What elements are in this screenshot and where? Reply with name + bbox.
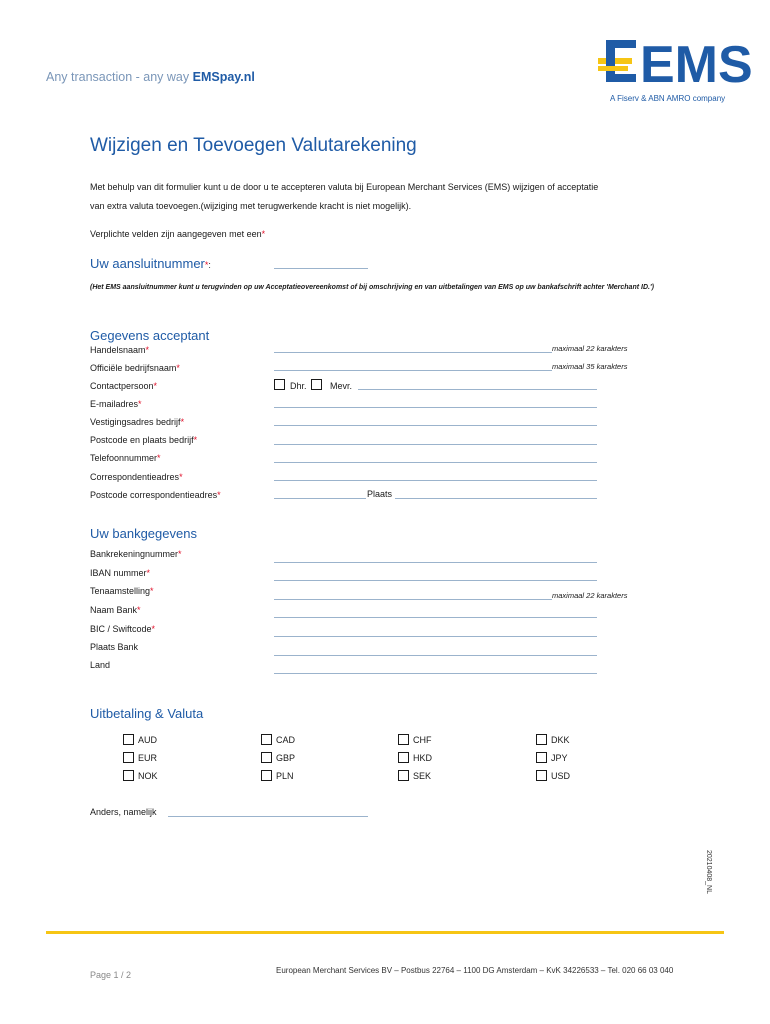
field-label-iban: IBAN nummer* <box>90 568 151 578</box>
label-plaats: Plaats <box>367 489 393 499</box>
field-label-contactpersoon: Contactpersoon* <box>90 381 158 391</box>
checkbox-gbp[interactable] <box>261 752 272 763</box>
field-label-handelsnaam: Handelsnaam* <box>90 345 150 355</box>
postcode-bedrijf-input[interactable] <box>274 444 597 445</box>
field-label-postcode-correspondentie: Postcode correspondentieadres* <box>90 490 221 500</box>
required-asterisk: * <box>261 229 266 239</box>
label-chf: CHF <box>413 735 432 745</box>
label-sek: SEK <box>413 771 432 781</box>
bedrijfsnaam-input[interactable] <box>274 370 552 371</box>
field-label-vestigingsadres: Vestigingsadres bedrijf* <box>90 417 185 427</box>
field-label-land: Land <box>90 660 111 670</box>
field-label-plaats-bank: Plaats Bank <box>90 642 139 652</box>
tenaamstelling-input[interactable] <box>274 599 552 600</box>
field-label-telefoon: Telefoonnummer* <box>90 453 161 463</box>
label-dkk: DKK <box>551 735 570 745</box>
checkbox-eur[interactable] <box>123 752 134 763</box>
tenaamstelling-hint: maximaal 22 karakters <box>552 591 628 600</box>
field-label-bankrekening: Bankrekeningnummer* <box>90 549 182 559</box>
required-asterisk: * <box>204 260 209 270</box>
label-jpy: JPY <box>551 753 568 763</box>
field-label-correspondentieadres: Correspondentieadres* <box>90 472 183 482</box>
intro-line-2: van extra valuta toevoegen.(wijziging met terugwerkende kracht is niet mogelijk). <box>90 201 412 211</box>
ems-logo <box>598 36 753 94</box>
telefoon-input[interactable] <box>274 462 597 463</box>
intro-line-1: Met behulp van dit formulier kunt u de door u te accepteren valuta bij European Merchant Services (EMS) wijzigen of acceptatie <box>90 182 599 192</box>
anders-input[interactable] <box>168 816 368 817</box>
label-usd: USD <box>551 771 571 781</box>
field-label-postcode-bedrijf: Postcode en plaats bedrijf* <box>90 435 198 445</box>
page-title: Wijzigen en Toevoegen Valutarekening <box>90 135 417 156</box>
label-cad: CAD <box>276 735 296 745</box>
tagline <box>46 70 255 84</box>
checkbox-chf[interactable] <box>398 734 409 745</box>
vestigingsadres-input[interactable] <box>274 425 597 426</box>
footer-divider <box>46 931 724 934</box>
checkbox-dhr[interactable] <box>274 379 285 390</box>
checkbox-pln[interactable] <box>261 770 272 781</box>
bic-input[interactable] <box>274 636 597 637</box>
logo-text: EMS <box>640 36 753 94</box>
label-pln: PLN <box>276 771 294 781</box>
naam-bank-input[interactable] <box>274 617 597 618</box>
handelsnaam-input[interactable] <box>274 352 552 353</box>
required-note-text: Verplichte velden zijn aangegeven met een <box>90 229 262 239</box>
label-aud: AUD <box>138 735 158 745</box>
label-eur: EUR <box>138 753 158 763</box>
section-aansluitnummer <box>90 256 211 271</box>
tagline-site-link[interactable]: EMSpay.nl <box>192 70 255 84</box>
label-gbp: GBP <box>276 753 296 763</box>
checkbox-mevr[interactable] <box>311 379 322 390</box>
correspondentieadres-input[interactable] <box>274 480 597 481</box>
aansluitnummer-input[interactable] <box>274 268 368 269</box>
document-code: 20210408_NL <box>705 850 712 894</box>
field-label-email: E-mailadres* <box>90 399 142 409</box>
aansluitnummer-note: (Het EMS aansluitnummer kunt u terugvinden op uw Acceptatieovereenkomst of bij omschrijving en van uitbetalingen van EMS op uw bankafschrift achter 'Merchant ID.') <box>90 284 654 291</box>
checkbox-jpy[interactable] <box>536 752 547 763</box>
bankrekening-input[interactable] <box>274 562 597 563</box>
section-bank-title: Uw bankgegevens <box>90 526 197 541</box>
anders-label: Anders, namelijk <box>90 807 157 817</box>
email-input[interactable] <box>274 407 597 408</box>
checkbox-sek[interactable] <box>398 770 409 781</box>
label-mevr: Mevr. <box>330 381 353 391</box>
checkbox-usd[interactable] <box>536 770 547 781</box>
tagline-prefix: Any transaction - any way <box>46 70 193 84</box>
label-hkd: HKD <box>413 753 433 763</box>
field-label-bedrijfsnaam: Officiële bedrijfsnaam* <box>90 363 180 373</box>
page-number: Page 1 / 2 <box>90 970 132 980</box>
field-label-naam-bank: Naam Bank* <box>90 605 141 615</box>
required-note <box>90 229 265 239</box>
iban-input[interactable] <box>274 580 597 581</box>
field-label-tenaamstelling: Tenaamstelling* <box>90 586 154 596</box>
logo-subtitle: A Fiserv & ABN AMRO company <box>610 94 726 103</box>
label-nok: NOK <box>138 771 158 781</box>
field-label-bic: BIC / Swiftcode* <box>90 624 156 634</box>
checkbox-cad[interactable] <box>261 734 272 745</box>
contactpersoon-input[interactable] <box>358 389 597 390</box>
section-aansluitnummer-title: Uw aansluitnummer <box>90 256 205 271</box>
postcode-correspondentie-input[interactable] <box>274 498 366 499</box>
checkbox-dkk[interactable] <box>536 734 547 745</box>
section-currency-title: Uitbetaling & Valuta <box>90 706 204 721</box>
checkbox-nok[interactable] <box>123 770 134 781</box>
land-input[interactable] <box>274 673 597 674</box>
footer-company-info: European Merchant Services BV – Postbus 22764 – 1100 DG Amsterdam – KvK 34226533 – Tel. 020 66 03 040 <box>276 966 674 975</box>
plaats-input[interactable] <box>395 498 597 499</box>
bedrijfsnaam-hint: maximaal 35 karakters <box>552 362 628 371</box>
colon: : <box>208 260 211 270</box>
checkbox-hkd[interactable] <box>398 752 409 763</box>
plaats-bank-input[interactable] <box>274 655 597 656</box>
handelsnaam-hint: maximaal 22 karakters <box>552 344 628 353</box>
section-acceptant-title: Gegevens acceptant <box>90 328 210 343</box>
checkbox-aud[interactable] <box>123 734 134 745</box>
label-dhr: Dhr. <box>290 381 307 391</box>
